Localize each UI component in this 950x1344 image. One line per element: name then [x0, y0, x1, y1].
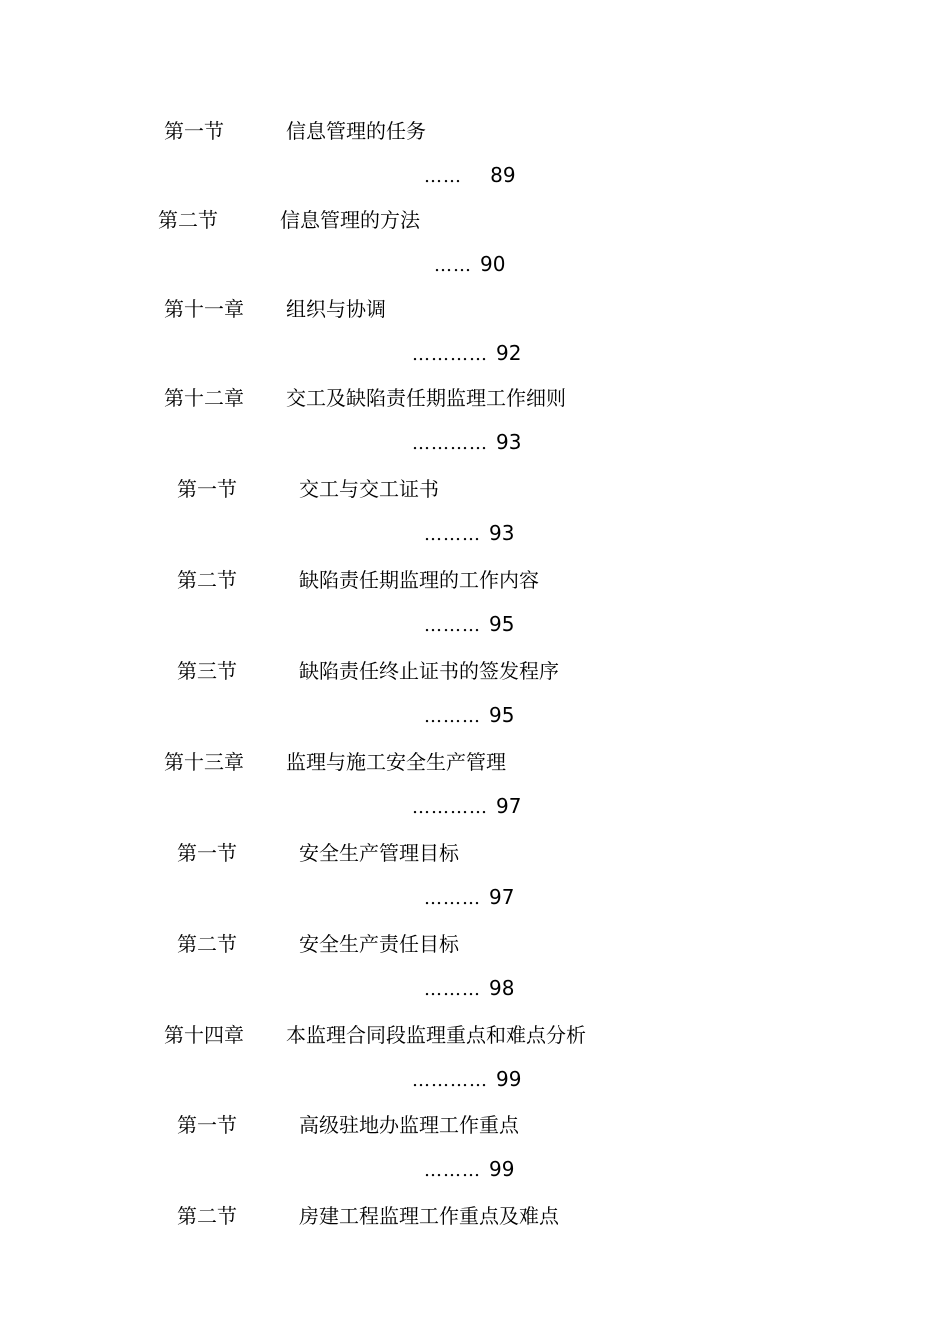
toc-entry[interactable]	[0, 474, 950, 564]
toc-entry-number: 第十三章	[164, 750, 244, 774]
toc-entry-title: 本监理合同段监理重点和难点分析	[286, 1023, 586, 1047]
toc-page-number: 93	[496, 430, 522, 454]
toc-entry-number: 第二节	[177, 1204, 237, 1228]
toc-entry[interactable]	[0, 656, 950, 746]
toc-entry-title: 安全生产责任目标	[299, 932, 459, 956]
toc-entry-title: 信息管理的方法	[280, 208, 420, 232]
toc-leader-dots: ………	[424, 1160, 481, 1181]
toc-entry-number: 第一节	[177, 1113, 237, 1137]
toc-leader-dots: …………	[412, 1070, 488, 1091]
toc-entry[interactable]	[0, 1110, 950, 1200]
toc-page-number: 95	[489, 612, 515, 636]
toc-entry[interactable]	[0, 205, 950, 295]
toc-entry-number: 第一节	[177, 477, 237, 501]
toc-page-number: 95	[489, 703, 515, 727]
toc-leader-dots: …………	[412, 433, 488, 454]
toc-entry-title: 缺陷责任期监理的工作内容	[299, 568, 539, 592]
toc-page-number: 97	[489, 885, 515, 909]
toc-entry-title: 信息管理的任务	[286, 119, 426, 143]
toc-entry-number: 第十一章	[164, 297, 244, 321]
toc-entry[interactable]	[0, 747, 950, 837]
toc-page-number: 99	[496, 1067, 522, 1091]
toc-entry-title: 组织与协调	[286, 297, 386, 321]
toc-leader-dots: …………	[412, 797, 488, 818]
toc-entry-number: 第二节	[177, 568, 237, 592]
toc-entry-title: 交工与交工证书	[299, 477, 439, 501]
toc-entry[interactable]	[0, 565, 950, 655]
toc-entry-number: 第一节	[164, 119, 224, 143]
toc-entry-number: 第三节	[177, 659, 237, 683]
toc-leader-dots: ………	[424, 524, 481, 545]
toc-entry-title: 房建工程监理工作重点及难点	[299, 1204, 559, 1228]
toc-entry[interactable]	[0, 116, 950, 206]
toc-entry[interactable]	[0, 294, 950, 384]
toc-leader-dots: ……	[424, 166, 483, 187]
toc-entry[interactable]	[0, 929, 950, 1019]
toc-page-number: 98	[489, 976, 515, 1000]
toc-entry-title: 交工及缺陷责任期监理工作细则	[286, 386, 566, 410]
toc-entry[interactable]	[0, 838, 950, 928]
toc-entry[interactable]	[0, 1020, 950, 1110]
toc-entry-number: 第二节	[158, 208, 218, 232]
toc-page-number: 99	[489, 1157, 515, 1181]
toc-leader-dots: …………	[412, 344, 488, 365]
toc-leader-dots: ………	[424, 888, 481, 909]
toc-leader-dots: ……	[434, 255, 472, 276]
toc-page-number: 89	[490, 163, 516, 187]
toc-entry-title: 缺陷责任终止证书的签发程序	[299, 659, 559, 683]
toc-entry[interactable]	[0, 383, 950, 473]
toc-entry-title: 监理与施工安全生产管理	[286, 750, 506, 774]
toc-page-number: 93	[489, 521, 515, 545]
toc-leader-dots: ………	[424, 706, 481, 727]
toc-leader-dots: ………	[424, 615, 481, 636]
toc-page-number: 97	[496, 794, 522, 818]
toc-entry-title: 高级驻地办监理工作重点	[299, 1113, 519, 1137]
toc-entry-number: 第二节	[177, 932, 237, 956]
toc-entry-number: 第十二章	[164, 386, 244, 410]
toc-entry-title: 安全生产管理目标	[299, 841, 459, 865]
toc-page-number: 90	[480, 252, 506, 276]
toc-leader-dots: ………	[424, 979, 481, 1000]
toc-entry-number: 第十四章	[164, 1023, 244, 1047]
toc-entry[interactable]	[0, 1201, 950, 1291]
toc-page-number: 92	[496, 341, 522, 365]
toc-entry-number: 第一节	[177, 841, 237, 865]
